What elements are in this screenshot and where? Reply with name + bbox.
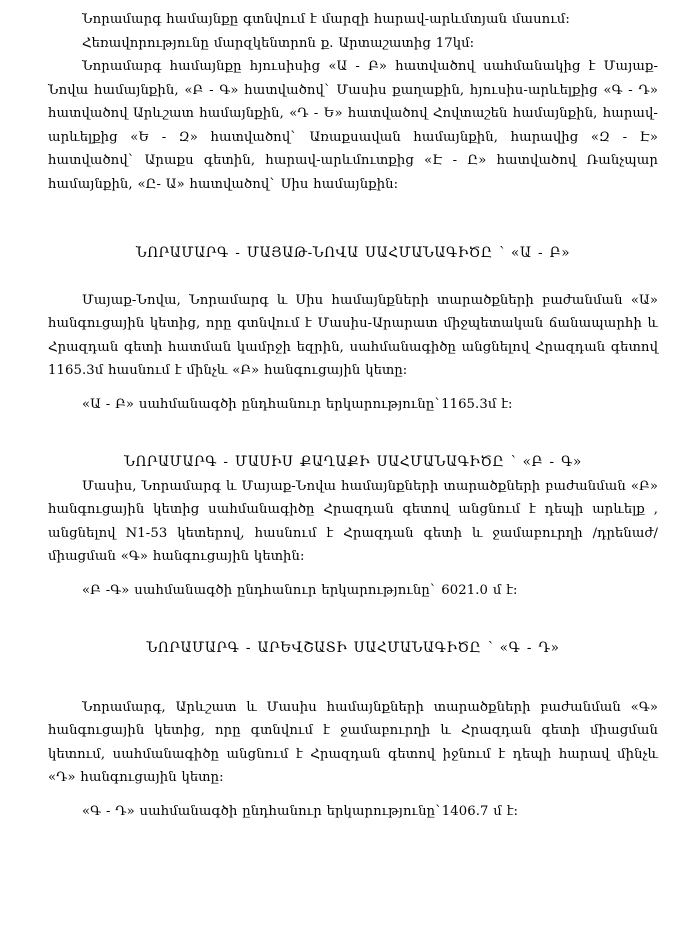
section-summary-1: «Ա - Բ» սահմանագծի ընդհանուր երկարությունը`1165.3մ է:	[82, 396, 513, 412]
section-heading-1: ՆՈՐԱՄԱՐԳ - ՄԱՅԱԹ-ՆՈՎԱ ՍԱՀՄԱՆԱԳԻԾԸ ՝ «Ա - Բ»	[135, 245, 571, 261]
borders-overview-paragraph: Նորամարգ համայնքը հյուսիսից «Ա - Բ» հատվածով սահմանակից է Մայաք-Նովա համայնքին, «Բ - Գ» հատվածով` Մասիս քաղաքին, հյուսիս-արևելքից «Գ - Դ» հատվածով Արևշատ համայնքին, «Դ - Ե» հատվածով Հովտաշեն համայնքին, հարավ-արևելքից «Ե - Զ» հատվածով` Առաքսավան համայնքին, հարավից «Զ - Է» հատվածով` Արաքս գետին, հարավ-արևմուտքից «Է - Ը» հատվածով Ռանչպար համայնքին, «Ը- Ա» հատվածով` Սիս համայնքին:	[48, 59, 658, 192]
intro-line-1: Նորամարգ համայնքը գտնվում է մարզի հարավ-արևմտյան մասում:	[82, 12, 570, 27]
spacer-before-section-1	[48, 196, 658, 242]
spacer-before-summary-2	[48, 569, 658, 579]
spacer-before-section-3	[48, 602, 658, 637]
section-body-2: Մասիս, Նորամարգ և Մայաք-Նովա համայնքների տարածքների բաժանման «Բ» հանգուցային կետից սահմանագիծը Հրազդան գետով անցնում է դեպի արևելք , անցնելով N1-53 կետերով, հասնում է Հրազդան գետի և ջամաբուրղի /դրենաժ/ միացման «Գ» հանգուցային կետին:	[48, 478, 658, 564]
section-body-1: Մայաք-Նովա, Նորամարգ և Սիս համայնքների տարածքների բաժանման «Ա» հանգուցային կետից, որը գտնվում է Մասիս-Արարատ միջպետական ճանապարհի և Հրազդան գետի հատման կամրջի եզրին, սահմանագիծը անցնելով Հրազդան գետով 1165.3մ հասնում է մինչև «Բ» հանգուցային կետը:	[48, 292, 658, 378]
spacer-before-section-2	[48, 416, 658, 451]
section-heading-2: ՆՈՐԱՄԱՐԳ - ՄԱՍԻՍ ՔԱՂԱՔԻ ՍԱՀՄԱՆԱԳԻԾԸ ՝ «Բ - Գ»	[124, 454, 582, 470]
spacer-after-heading-3	[48, 661, 658, 696]
spacer-after-heading-1	[48, 266, 658, 289]
spacer-before-summary-1	[48, 383, 658, 393]
section-summary-2: «Բ -Գ» սահմանագծի ընդհանուր երկարությունը` 6021.0 մ է:	[82, 582, 518, 598]
section-body-3: Նորամարգ, Արևշատ և Մասիս համայնքների տարածքների բաժանման «Գ» հանգուցային կետից, որը գտնվում է ջամաբուրղի և Հրազդան գետի միացման կետում, սահմանագիծը անցնում է Հրազդան գետով իջնում է դեպի հարավ մինչև «Դ» հանգուցային կետը:	[48, 699, 658, 785]
section-heading-3: ՆՈՐԱՄԱՐԳ - ԱՐԵՎՇԱՏԻ ՍԱՀՄԱՆԱԳԻԾԸ ՝ «Գ - Դ»	[146, 640, 560, 656]
spacer-before-summary-3	[48, 790, 658, 800]
section-summary-3: «Գ - Դ» սահմանագծի ընդհանուր երկարությունը`1406.7 մ է:	[82, 803, 519, 819]
intro-line-2: Հեռավորությունը մարզկենտրոն ք. Արտաշատից 17կմ:	[82, 35, 475, 51]
